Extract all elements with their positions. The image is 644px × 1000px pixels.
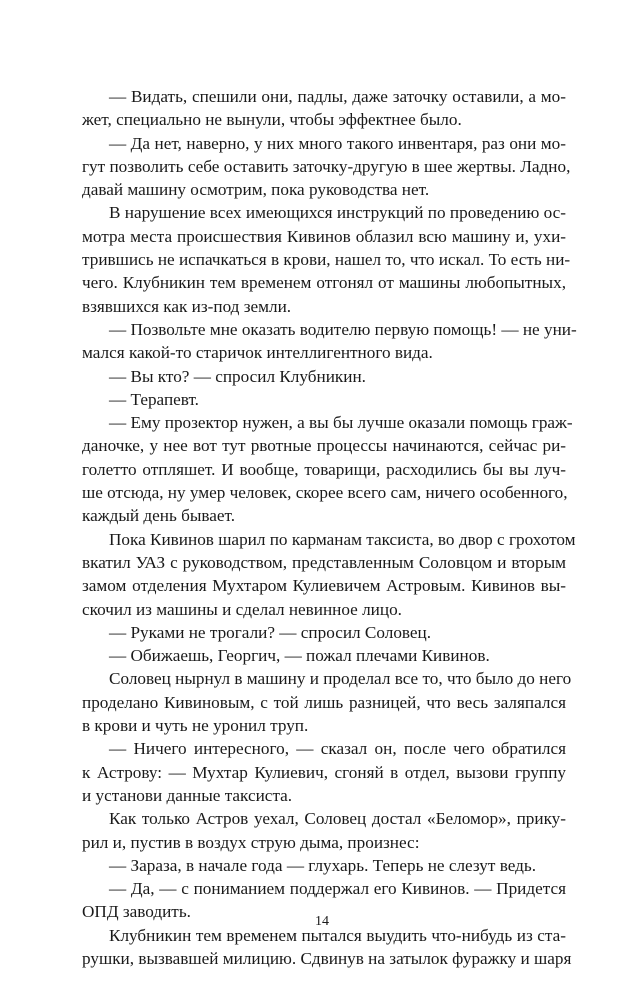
text-line: чего. Клубникин тем временем отгонял от машины любопытных, <box>82 273 566 293</box>
text-line: мотра места происшествия Кивинов облазил всю машину и, ухи- <box>82 226 566 246</box>
text-line: в крови и чуть не уронил труп. <box>82 716 309 736</box>
text-line: — Руками не трогали? — спросил Соловец. <box>109 622 432 642</box>
text-line: — Да нет, наверно, у них много такого инвентаря, раз они мо- <box>109 133 566 153</box>
text-line: каждый день бывает. <box>82 506 236 526</box>
text-line: ОПД заводить. <box>82 902 191 922</box>
text-line: — Вы кто? — спросил Клубникин. <box>109 366 366 386</box>
text-line: рушки, вызвавшей милицию. Сдвинув на затылок фуражку и шаря <box>82 948 572 968</box>
text-line: даночке, у нее вот тут рвотные процессы начинаются, сейчас ри- <box>82 436 566 456</box>
text-line: жет, специально не вынули, чтобы эффектнее было. <box>82 110 462 130</box>
text-line: — Ничего интересного, — сказал он, после чего обратился <box>109 739 566 759</box>
text-line: Соловец нырнул в машину и проделал все то, что было до него <box>109 669 572 689</box>
text-line: взявшихся как из-под земли. <box>82 296 292 316</box>
text-line: к Астрову: — Мухтар Кулиевич, сгоняй в отдел, вызови группу <box>82 762 566 782</box>
text-line: давай машину осмотрим, пока руководства нет. <box>82 180 430 200</box>
text-line: В нарушение всех имеющихся инструкций по проведению ос- <box>109 203 566 223</box>
page-number: 14 <box>315 914 329 929</box>
text-line: Клубникин тем временем пытался выудить что-нибудь из ста- <box>109 925 566 945</box>
text-line: и установи данные таксиста. <box>82 785 293 805</box>
text-line: проделано Кивиновым, с той лишь разницей, что весь заляпался <box>82 692 566 712</box>
text-line: ше отсюда, ну умер человек, скорее всего сам, ничего особенного, <box>82 483 568 503</box>
text-line: рил и, пустив в воздух струю дыма, произнес: <box>82 832 420 852</box>
text-line: — Ему прозектор нужен, а вы бы лучше оказали помощь граж- <box>109 413 573 433</box>
text-line: вкатил УАЗ с руководством, представленным Соловцом и вторым <box>82 552 566 572</box>
text-line: голетто отпляшет. И вообще, товарищи, расходились бы вы луч- <box>82 459 566 479</box>
text-line: — Позвольте мне оказать водителю первую помощь! — не уни- <box>109 319 577 339</box>
text-line: трившись не испачкаться в крови, нашел то, что искал. То есть ни- <box>82 250 571 270</box>
text-line: мался какой-то старичок интеллигентного вида. <box>82 343 433 363</box>
text-line: — Терапевт. <box>109 389 199 409</box>
text-line: — Зараза, в начале года — глухарь. Теперь не слезут ведь. <box>109 855 536 875</box>
text-line: Как только Астров уехал, Соловец достал «Беломор», прику- <box>109 809 566 829</box>
text-line: — Обижаешь, Георгич, — пожал плечами Кивинов. <box>109 646 490 666</box>
body-text <box>82 85 577 970</box>
text-line: — Да, — с пониманием поддержал его Кивинов. — Придется <box>109 879 566 899</box>
text-line: гут позволить себе оставить заточку-другую в шее жертвы. Ладно, <box>82 156 571 176</box>
text-line: замом отделения Мухтаром Кулиевичем Астровым. Кивинов вы- <box>82 576 566 596</box>
text-line: — Видать, спешили они, падлы, даже заточку оставили, а мо- <box>109 87 566 106</box>
text-line: скочил из машины и сделал невинное лицо. <box>82 599 402 619</box>
text-line: Пока Кивинов шарил по карманам таксиста, во двор с грохотом <box>109 529 576 549</box>
